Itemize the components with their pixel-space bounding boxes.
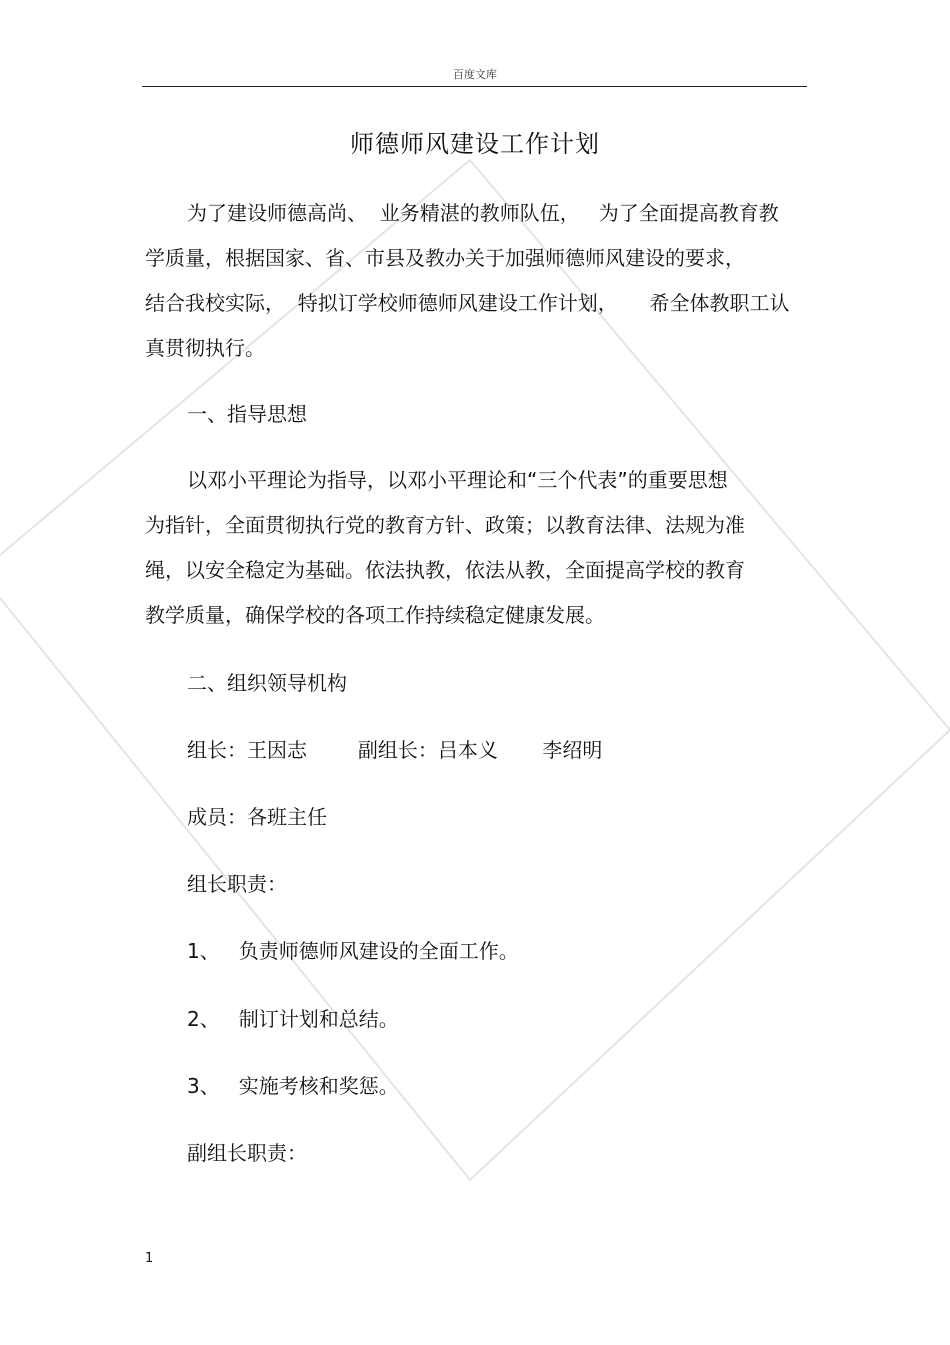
deputy-duties-heading: 副组长职责： bbox=[187, 1141, 307, 1165]
document-title: 师德师风建设工作计划 bbox=[350, 130, 600, 158]
section2-heading: 二、组织领导机构 bbox=[187, 671, 347, 695]
header-site-name: 百度文库 bbox=[453, 68, 497, 81]
members-line: 成员：各班主任 bbox=[187, 805, 327, 829]
section1-line-1: 以邓小平理论为指导，以邓小平理论和“三个代表”的重要思想 bbox=[187, 468, 728, 492]
intro-line-1: 为了建设师德高尚、 业务精湛的教师队伍， 为了全面提高教育教 bbox=[187, 201, 779, 225]
page-number: 1 bbox=[145, 1251, 154, 1266]
leader-line: 组长：王因志 副组长：吕本义 李绍明 bbox=[187, 738, 603, 762]
section1-line-3: 绳，以安全稳定为基础。依法执教，依法从教，全面提高学校的教育 bbox=[145, 558, 745, 582]
leader-duty-item-1: 1、 负责师德师风建设的全面工作。 bbox=[187, 939, 519, 963]
intro-line-2: 学质量，根据国家、省、市县及教办关于加强师德师风建设的要求， bbox=[145, 246, 745, 270]
section1-line-4: 教学质量，确保学校的各项工作持续稳定健康发展。 bbox=[145, 603, 605, 627]
section1-heading: 一、指导思想 bbox=[187, 402, 307, 426]
leader-duty-item-3: 3、 实施考核和奖惩。 bbox=[187, 1074, 399, 1098]
section1-line-2: 为指针，全面贯彻执行党的教育方针、政策；以教育法律、法规为准 bbox=[145, 513, 745, 537]
leader-duties-heading: 组长职责： bbox=[187, 872, 287, 896]
intro-line-4: 真贯彻执行。 bbox=[145, 336, 265, 360]
leader-duty-item-2: 2、 制订计划和总结。 bbox=[187, 1007, 399, 1031]
header-divider bbox=[142, 86, 807, 87]
intro-line-3: 结合我校实际， 特拟订学校师德师风建设工作计划， 希全体教职工认 bbox=[145, 291, 790, 315]
